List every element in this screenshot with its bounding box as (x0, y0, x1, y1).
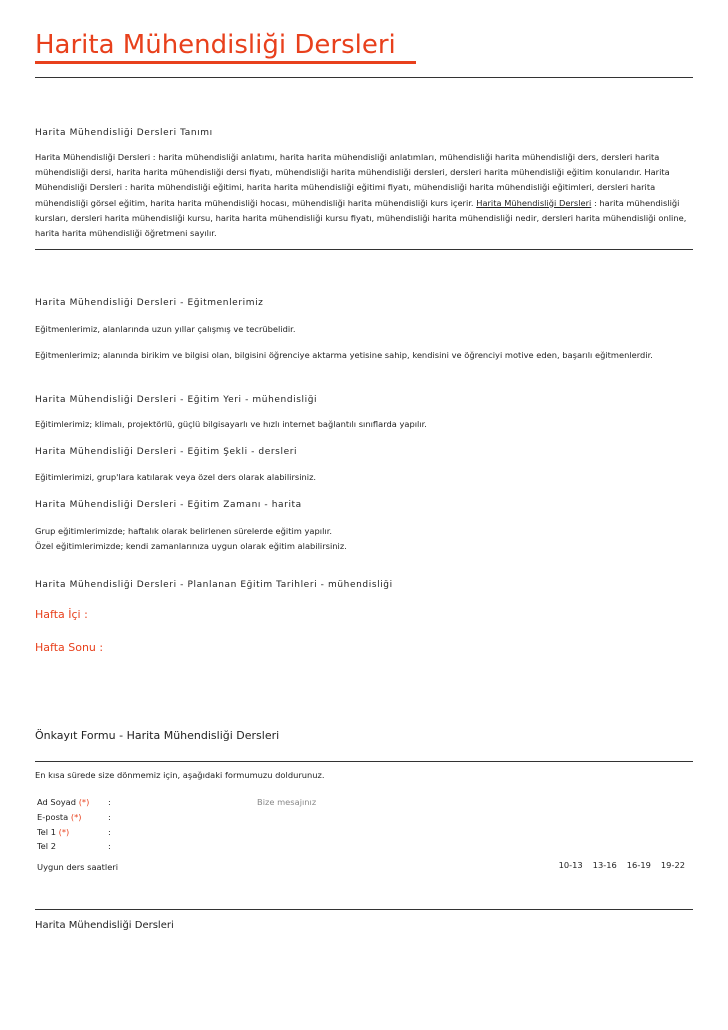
field-colon: : (108, 797, 111, 807)
field-colon: : (108, 827, 111, 837)
form-row-tel2 (37, 841, 56, 851)
field-label: Ad Soyad (37, 797, 77, 807)
yer-p1: Eğitimlerimiz; klimalı, projektörlü, güçlü bilgisayarlı ve hızlı internet bağlantılı sınıflarda yapılır. (35, 419, 427, 429)
hour-option-16-19[interactable]: 16-19 (626, 860, 651, 870)
title-underline (35, 61, 416, 64)
divider (35, 77, 693, 78)
tanim-paragraph (35, 150, 695, 241)
hafta-sonu-label: Hafta Sonu : (35, 641, 104, 654)
tel2-input[interactable] (116, 839, 246, 852)
field-colon: : (108, 841, 111, 851)
required-mark: (*) (78, 797, 90, 807)
email-input[interactable] (116, 810, 246, 823)
section-heading-zaman: Harita Mühendisliği Dersleri - Eğitim Zamanı - harita (35, 500, 302, 510)
tanim-link[interactable]: Harita Mühendisliği Dersleri (476, 197, 592, 208)
hafta-ici-label: Hafta İçi : (35, 608, 88, 621)
zaman-p2: Özel eğitimlerimizde; kendi zamanlarınıza uygun olarak eğitim alabilirsiniz. (35, 541, 347, 551)
footer-title: Harita Mühendisliği Dersleri (35, 920, 174, 931)
field-label: Tel 1 (37, 827, 56, 837)
hour-option-13-16[interactable]: 13-16 (592, 860, 617, 870)
form-row-eposta (37, 812, 82, 822)
egitmenler-p1: Eğitmenlerimiz, alanlarında uzun yıllar çalışmış ve tecrübelidir. (35, 324, 296, 334)
field-label: Tel 2 (37, 841, 56, 851)
required-mark: (*) (58, 827, 70, 837)
form-row-tel1 (37, 827, 69, 837)
form-title: Önkayıt Formu - Harita Mühendisliği Dersleri (35, 729, 280, 742)
field-label: E-posta (37, 812, 69, 822)
hour-option-19-22[interactable]: 19-22 (660, 860, 685, 870)
divider (35, 761, 693, 762)
form-row-ad-soyad (37, 797, 89, 807)
message-textarea[interactable]: Bize mesajınız (257, 797, 317, 807)
tanim-text-1: Harita Mühendisliği Dersleri : harita mühendisliği anlatımı, harita harita mühendisliği anlatımları, mühendisliği harita mühendisliği ders, dersleri harita mühendisliği dersi, harita harita mühendisliği dersi fiyatı, mühendisliği harita mühendisliği dersleri, dersleri harita mühendisliği eğitim konularıdır. Harita Mühendisliği Dersleri : harita mühendisliği eğitimi, harita harita mühendisliği eğitimi fiyatı, mühendisliği harita mühendisliği eğitimleri, dersleri harita mühendisliği görsel eğitim, harita harita mühendisliği hocası, mühendisliği harita mühendisliği kurs içerir. (35, 152, 670, 208)
divider (35, 249, 693, 250)
zaman-p1: Grup eğitimlerimizde; haftalık olarak belirlenen sürelerde eğitim yapılır. (35, 526, 332, 536)
tel1-input[interactable] (116, 825, 246, 838)
required-mark: (*) (70, 812, 82, 822)
ad-soyad-input[interactable] (116, 795, 246, 808)
egitmenler-p2: Eğitmenlerimiz; alanında birikim ve bilgisi olan, bilgisini öğrenciye aktarma yetisine sahip, kendisini ve öğrenciyi motive eden, başarılı eğitmenlerdir. (35, 350, 653, 360)
sekil-p1: Eğitimlerimizi, grup'lara katılarak veya özel ders olarak alabilirsiniz. (35, 472, 317, 482)
divider (35, 909, 693, 910)
form-intro: En kısa sürede size dönmemiz için, aşağıdaki formumuzu doldurunuz. (35, 770, 325, 780)
section-heading-tanim: Harita Mühendisliği Dersleri Tanımı (35, 128, 213, 138)
page-title: Harita Mühendisliği Dersleri (35, 30, 396, 60)
section-heading-tarihler: Harita Mühendisliği Dersleri - Planlanan Eğitim Tarihleri - mühendisliği (35, 580, 393, 590)
section-heading-yer: Harita Mühendisliği Dersleri - Eğitim Yeri - mühendisliği (35, 395, 318, 405)
hours-options (559, 860, 685, 870)
hour-option-10-13[interactable]: 10-13 (558, 860, 583, 870)
field-colon: : (108, 812, 111, 822)
tanim-text-2: : harita mühendisliği kursları, dersleri harita mühendisliği kursu, harita harita mühendisliği kursu fiyatı, mühendisliği harita mühendisliği nedir, dersleri harita mühendisliği online, harita harita mühendisliği öğretmeni sayılır. (35, 197, 687, 239)
hours-label: Uygun ders saatleri (37, 862, 119, 872)
section-heading-sekil: Harita Mühendisliği Dersleri - Eğitim Şekli - dersleri (35, 447, 298, 457)
section-heading-egitmenler: Harita Mühendisliği Dersleri - Eğitmenlerimiz (35, 298, 264, 308)
